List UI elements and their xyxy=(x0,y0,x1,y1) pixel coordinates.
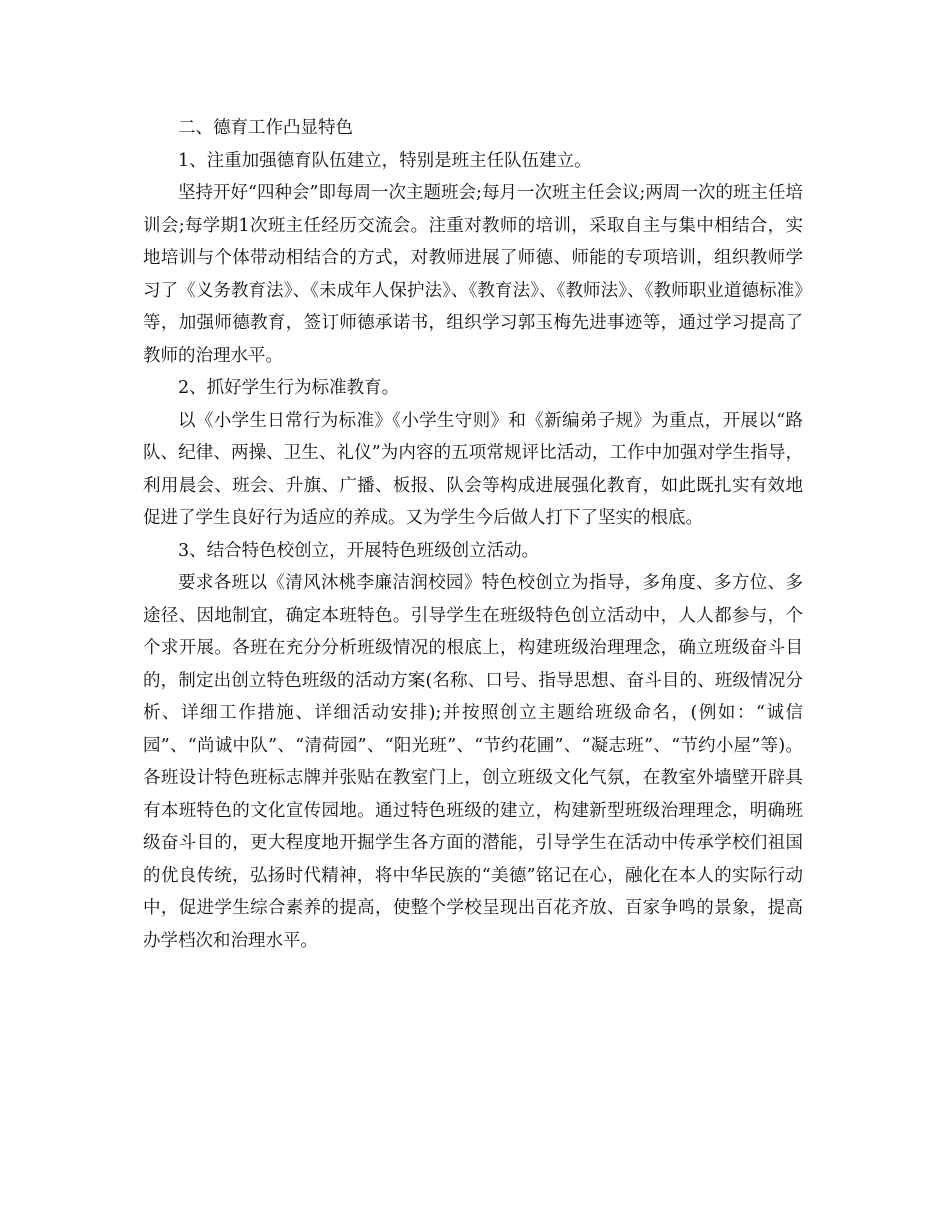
subsection-heading-1: 1、注重加强德育队伍建立，特别是班主任队伍建立。 xyxy=(178,150,592,171)
body-paragraph-1: 坚持开好“四种会”即每周一次主题班会;每月一次班主任会议;两周一次的班主任培训会;每学期1次班主任经历交流会。注重对教师的培训，采取自主与集中相结合，实地培训与个体带动相结合的方式，对教师进展了师德、师能的专项培训，组织教师学习了《义务教育法》、《未成年人保护法》、《教育法》、《教师法》、《教师职业道德标准》等，加强师德教育，签订师德承诺书，组织学习郭玉梅先进事迹等，通过学习提高了教师的治理水平。 xyxy=(143,183,803,366)
body-paragraph-2: 以《小学生日常行为标准》《小学生守则》和《新编弟子规》为重点，开展以“路队、纪律、两操、卫生、礼仪”为内容的五项常规评比活动，工作中加强对学生指导，利用晨会、班会、升旗、广播、板报、队会等构成进展强化教育，如此既扎实有效地促进了学生良好行为适应的养成。又为学生今后做人打下了坚实的根底。 xyxy=(143,410,803,528)
subsection-heading-2: 2、抓好学生行为标准教育。 xyxy=(178,378,400,398)
subsection-heading-3: 3、结合特色校创立，开展特色班级创立活动。 xyxy=(178,540,540,561)
document-body xyxy=(143,112,803,957)
body-paragraph-3: 要求各班以《清风沐桃李廉洁润校园》特色校创立为指导，多角度、多方位、多途径、因地制宜，确定本班特色。引导学生在班级特色创立活动中，人人都参与，个个求开展。各班在充分分析班级情况的根底上，构建班级治理理念，确立班级奋斗目的，制定出创立特色班级的活动方案(名称、口号、指导思想、奋斗目的、班级情况分析、详细工作措施、详细活动安排);并按照创立主题给班级命名，(例如：“诚信园”、“尚诚中队”、“清荷园”、“阳光班”、“节约花圃”、“凝志班”、“节约小屋”等)。各班设计特色班标志牌并张贴在教室门上，创立班级文化气氛，在教室外墙壁开辟具有本班特色的文化宣传园地。通过特色班级的建立，构建新型班级治理理念，明确班级奋斗目的，更大程度地开掘学生各方面的潜能，引导学生在活动中传承学校们祖国的优良传统，弘扬时代精神，将中华民族的“美德”铭记在心，融化在本人的实际行动中，促进学生综合素养的提高，使整个学校呈现出百花齐放、百家争鸣的景象，提高办学档次和治理水平。 xyxy=(143,573,803,951)
section-heading: 二、德育工作凸显特色 xyxy=(178,118,353,138)
